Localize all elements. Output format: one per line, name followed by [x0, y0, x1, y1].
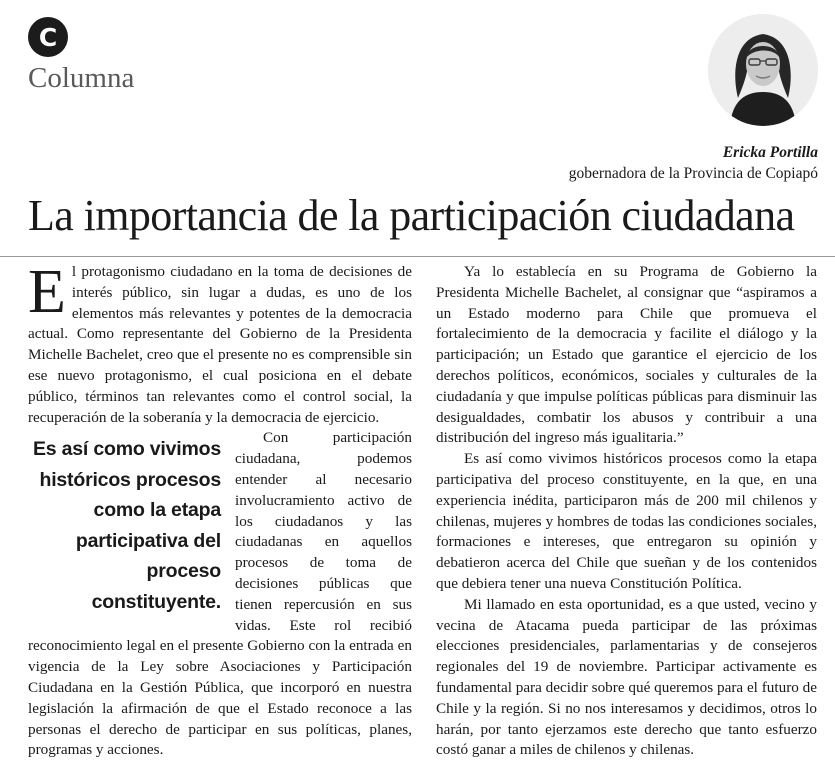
section-badge: C	[28, 17, 68, 57]
byline	[569, 142, 818, 184]
paragraph-4: Es así como vivimos históricos procesos como la etapa participativa del proceso constituyente, en la que, en una experiencia inédita, participaron más de 200 mil chilenos y chilenas, mujeres y hombres de todas las condiciones sociales, formaciones e intereses, que entregaron su opinión y debatieron acerca del Chile que sueñan y de los contenidos que debiera tener una nueva Constitución Política.	[436, 450, 817, 592]
author-portrait-photo-icon	[708, 14, 818, 126]
paragraph-3: Ya lo establecía en su Programa de Gobierno la Presidenta Michelle Bachelet, al consignar que “aspiramos a un Estado moderno para Chile que promueva el fortalecimiento de la democracia y facilite el diálogo y la participación; un Estado que garantice el ejercicio de los derechos políticos, económicos, sociales y culturales de la ciudadanía y que impulse políticas públicas para disminuir las desigualdades, combatir los abusos y contribuir a una distribución del ingreso más igualitaria.”	[436, 263, 817, 447]
divider	[0, 256, 835, 257]
paragraph-1	[28, 258, 412, 428]
author-role: gobernadora de la Provincia de Copiapó	[568, 165, 818, 182]
column-right	[436, 262, 817, 761]
author-name: Ericka Portilla	[722, 144, 818, 161]
pull-quote: Es así como vivimos históricos procesos como la etapa participativa del proceso constituyente.	[32, 438, 221, 613]
article-title: La importancia de la participación ciudadana	[28, 191, 795, 240]
author-portrait	[708, 14, 818, 126]
paragraph-2: Con participación ciudadana, podemos entender al necesario involucramiento activo de los ciudadanos y las ciudadanas en aquellos procesos de toma de decisiones públicas que tienen repercusión en sus vidas. Este rol recibió reconocimiento legal en el presente Gobierno con la entrada en vigencia de la Ley sobre Asociaciones y Participación Ciudadana en la Gestión Pública, que incorporó en nuestra legislación la afirmación de que el Estado reconoce a las personas el derecho de participar en sus políticas, planes, programas y acciones.	[28, 429, 412, 759]
column-left	[28, 258, 412, 761]
drop-cap: E	[28, 258, 66, 326]
paragraph-1-text: l protagonismo ciudadano en la toma de decisiones de interés público, sin lugar a dudas, es uno de los elementos más relevantes y potentes de la democracia actual. Como representante del Gobierno de la Presidenta Michelle Bachelet, creo que el presente no es comprensible sin ese nuevo protagonismo, el cual posiciona en el debate público, términos tan relevantes como el control social, la recuperación de la soberanía y la democracia de ejercicio.	[28, 263, 412, 426]
paragraph-5: Mi llamado en esta oportunidad, es a que usted, vecino y vecina de Atacama pueda participar de las próximas elecciones presidenciales, parlamentarias y de consejeros regionales del 19 de noviembre. Participar activamente es fundamental para decidir sobre qué queremos para el futuro de Chile y la región. Si no nos interesamos y decidimos, otros lo harán, por tanto ejerzamos este derecho que tanto esfuerzo costó ganar a miles de chilenos y chilenas.	[436, 595, 817, 759]
section-label: Columna	[28, 62, 135, 94]
